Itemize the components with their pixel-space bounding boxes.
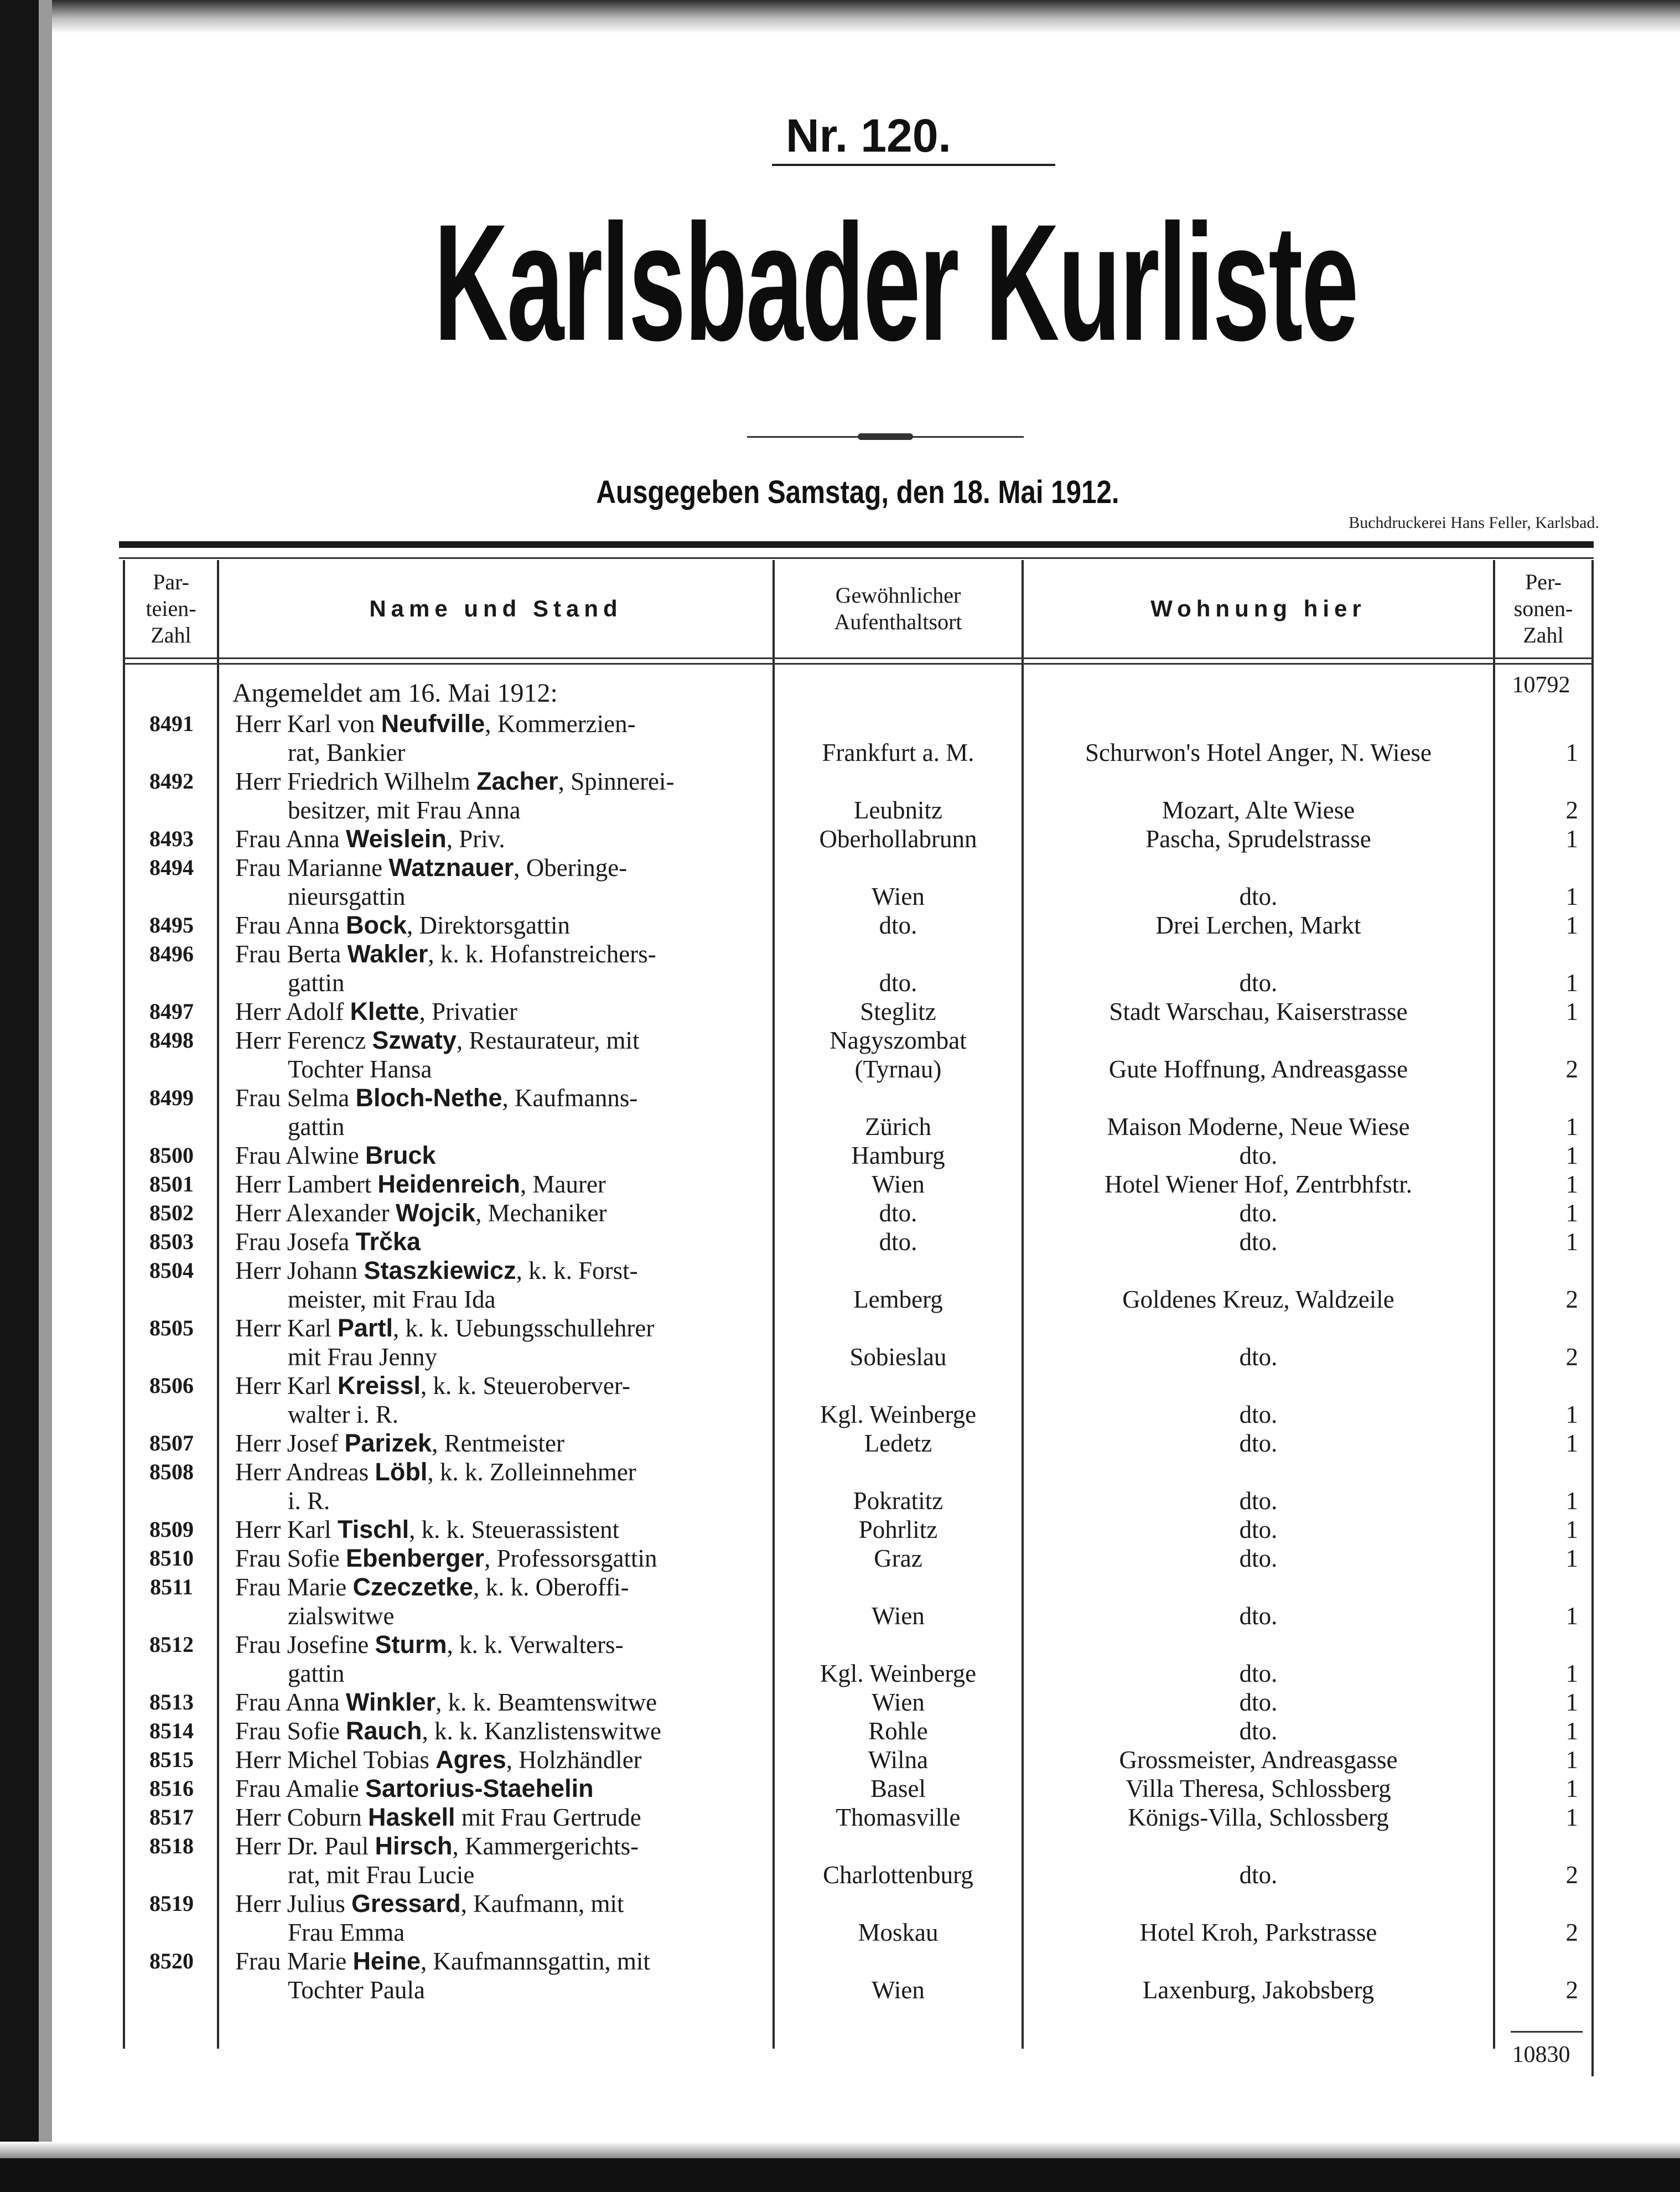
usual-residence: Wien [872,883,925,910]
section-title: Angemeldet am 16. Mai 1912: [232,678,558,708]
table-top-rule [119,541,1594,548]
guest-occupation: , Privatier [419,998,517,1025]
party-number: 8499 [149,1085,194,1110]
guest-surname: Haskell [367,1803,455,1831]
lodging-here: Goldenes Kreuz, Waldzeile [1122,1286,1394,1313]
guest-name-line [235,1084,783,1112]
guest-occupation: , k. k. Zolleinnehmer [427,1458,636,1486]
guest-surname: Bloch-Nethe [355,1084,502,1112]
lodging-here: dto. [1239,883,1278,910]
person-count: 1 [1565,1775,1578,1802]
guest-surname: Löbl [375,1458,428,1486]
header-bottom-rule-2 [123,663,1594,665]
guest-surname: Watznauer [388,853,514,882]
person-count: 1 [1565,1516,1578,1543]
party-number: 8502 [149,1200,194,1225]
guest-occupation: , Restaurateur, mit [456,1027,640,1054]
lodging-here: dto. [1239,1142,1278,1169]
guest-title-and-first-name: Frau Sofie [235,1717,340,1745]
party-number: 8517 [149,1805,194,1830]
guest-surname: Winkler [345,1688,436,1716]
person-count: 1 [1565,1688,1578,1716]
party-number: 8518 [149,1833,194,1858]
running-total: 10830 [1512,2042,1570,2067]
guest-name-line [235,1832,783,1861]
guest-occupation: , k. k. Forst- [516,1257,638,1284]
lodging-here: Grossmeister, Andreasgasse [1119,1746,1398,1774]
scan-edge-bottom-shadow [0,2142,1680,2158]
issue-number: Nr. 120. [786,110,951,162]
guest-title-and-first-name: Herr Karl von [235,710,375,738]
person-count: 1 [1565,1199,1578,1227]
guest-surname: Bruck [365,1141,436,1169]
party-number: 8513 [149,1690,194,1714]
guest-title-and-first-name: Herr Adolf [235,998,344,1025]
person-count: 1 [1565,1487,1578,1515]
scan-edge-top [0,0,1680,33]
usual-residence: Moskau [858,1919,938,1946]
usual-residence: Wien [872,1170,925,1198]
lodging-here: dto. [1239,1343,1278,1371]
usual-residence: dto. [879,1199,917,1227]
guest-title-and-first-name: Herr Ferencz [235,1027,366,1054]
masthead-title: Karlsbader Kurliste [434,189,1357,375]
person-count: 1 [1565,825,1578,853]
guest-name-continuation: nieursgattin [288,883,406,910]
guest-name-line [235,1199,783,1227]
guest-surname: Agres [435,1745,506,1774]
guest-name-continuation: besitzer, mit Frau Anna [288,796,521,824]
table-row [0,1947,1680,1976]
party-number: 8506 [149,1373,194,1398]
usual-residence: Hamburg [851,1142,945,1169]
party-number: 8515 [149,1747,194,1772]
guest-occupation: , k. k. Uebungsschullehrer [392,1314,655,1342]
usual-residence: Lemberg [853,1286,943,1313]
guest-occupation: , Spinnerei- [558,768,675,795]
person-count: 2 [1565,1055,1578,1083]
guest-name-continuation: walter i. R. [288,1401,398,1428]
guest-surname: Czeczetke [352,1573,474,1601]
party-number: 8503 [149,1229,194,1254]
header-party-number: Par- teien- Zahl [146,569,196,647]
guest-title-and-first-name: Frau Anna [235,825,340,853]
guest-surname: Hirsch [375,1832,453,1860]
lodging-here: dto. [1239,1429,1278,1457]
guest-name-line [235,1573,783,1602]
party-number: 8495 [149,913,194,937]
table-row [0,940,1680,968]
lodging-here: Königs-Villa, Schlossberg [1128,1804,1389,1831]
lodging-here: Hotel Wiener Hof, Zentrbhfstr. [1105,1170,1412,1198]
table-row [0,1314,1680,1343]
guest-occupation: mit Frau Gertrude [455,1804,641,1831]
guest-title-and-first-name: Frau Amalie [235,1775,359,1802]
lodging-here: Stadt Warschau, Kaiserstrasse [1109,998,1408,1025]
guest-surname: Heine [352,1947,421,1975]
usual-residence: dto. [879,969,917,997]
party-number: 8507 [149,1431,194,1455]
usual-residence: Kgl. Weinberge [820,1401,977,1428]
guest-occupation: , Professorsgattin [484,1545,657,1572]
usual-residence: Pohrlitz [858,1516,938,1543]
scan-edge-bottom [0,2158,1680,2192]
usual-residence: Kgl. Weinberge [820,1660,977,1687]
guest-name-continuation: mit Frau Jenny [288,1343,437,1371]
lodging-here: dto. [1239,969,1278,997]
usual-residence: Wilna [868,1746,929,1774]
table-row [0,1889,1680,1918]
guest-occupation: , k. k. Beamtenswitwe [435,1688,657,1716]
lodging-here: dto. [1239,1660,1278,1687]
guest-surname: Heidenreich [377,1170,520,1198]
guest-name-continuation: gattin [288,1660,345,1687]
table-row [0,1371,1680,1400]
party-number: 8508 [149,1459,194,1484]
usual-residence: Ledetz [864,1429,932,1457]
usual-residence: Pokratitz [853,1487,943,1515]
guest-name-continuation: rat, mit Frau Lucie [288,1861,475,1889]
guest-surname: Weislein [345,825,447,853]
person-count: 1 [1565,1401,1578,1428]
guest-name-line [235,767,783,796]
guest-title-and-first-name: Frau Marianne [235,854,383,882]
guest-occupation: , Kammergerichts- [452,1832,639,1860]
guest-surname: Bock [345,911,407,939]
issue-date-line: Ausgegeben Samstag, den 18. Mai 1912. [596,474,1119,510]
guest-title-and-first-name: Frau Marie [235,1573,347,1601]
usual-residence: Sobieslau [849,1343,947,1371]
guest-occupation: , Direktorsgattin [407,911,570,939]
guest-name-line [235,1458,783,1486]
guest-title-and-first-name: Herr Karl [235,1372,331,1400]
party-number: 8505 [149,1315,194,1340]
guest-name-continuation: Tochter Paula [288,1976,426,2004]
table-row [0,1256,1680,1285]
table-row [0,767,1680,796]
table-row [0,1573,1680,1602]
party-number: 8510 [149,1546,194,1571]
guest-title-and-first-name: Frau Berta [235,940,341,968]
guest-name-line [235,853,783,882]
guest-occupation: , k. k. Hofanstreichers- [428,940,656,968]
usual-residence: Oberhollabrunn [819,825,977,853]
table-row [0,1458,1680,1486]
carry-forward-total: 10792 [1512,672,1570,698]
total-rule [1511,2031,1583,2033]
guest-surname: Staszkiewicz [364,1256,516,1284]
table-row [0,1630,1680,1659]
lodging-here: Pascha, Sprudelstrasse [1145,825,1371,853]
guest-title-and-first-name: Frau Marie [235,1947,347,1975]
party-number: 8498 [149,1028,194,1053]
person-count: 1 [1565,911,1578,939]
guest-title-and-first-name: Herr Josef [235,1429,339,1457]
guest-name-line [235,1688,783,1717]
person-count: 1 [1565,1660,1578,1687]
guest-occupation: , Mechaniker [475,1199,607,1227]
lodging-here: Villa Theresa, Schlossberg [1126,1775,1391,1802]
guest-surname: Trčka [355,1227,421,1256]
guest-name-line [235,1429,783,1458]
table-top-rule-thin [119,557,1594,559]
party-number: 8516 [149,1776,194,1801]
person-count: 1 [1565,1228,1578,1256]
guest-surname: Sartorius-Staehelin [365,1774,594,1802]
guest-name-line [235,1947,783,1976]
guest-name-line [235,1141,783,1170]
usual-residence: dto. [879,1228,917,1256]
party-number: 8511 [150,1574,193,1599]
guest-name-line [235,1371,783,1400]
usual-residence: Wien [872,1688,925,1716]
guest-surname: Sturm [375,1630,447,1659]
masthead-ornament [858,433,913,440]
usual-residence: Leubnitz [854,796,942,824]
guest-title-and-first-name: Herr Coburn [235,1804,362,1831]
guest-title-and-first-name: Herr Andreas [235,1458,369,1486]
issue-number-rule [772,164,1055,166]
guest-surname: Wakler [347,940,428,968]
guest-name-line [235,1227,783,1256]
table-row [0,853,1680,882]
lodging-here: Hotel Kroh, Parkstrasse [1139,1919,1377,1946]
person-count: 1 [1565,1113,1578,1141]
person-count: 1 [1565,1429,1578,1457]
party-number: 8500 [149,1143,194,1168]
party-number: 8491 [149,711,194,736]
person-count: 1 [1565,998,1578,1025]
guest-name-continuation: Tochter Hansa [288,1055,432,1083]
guest-name-line [235,1026,783,1055]
guest-title-and-first-name: Frau Josefa [235,1228,350,1256]
guest-occupation: , Kommerzien- [485,710,636,738]
person-count: 1 [1565,883,1578,910]
guest-title-and-first-name: Herr Dr. Paul [235,1832,369,1860]
guest-title-and-first-name: Herr Johann [235,1257,358,1284]
usual-residence: Rohle [868,1717,928,1745]
party-number: 8514 [149,1718,194,1743]
header-name-and-status: Name und Stand [369,595,623,621]
usual-residence: Thomasville [836,1804,961,1831]
guest-name-continuation: i. R. [288,1487,330,1515]
header-usual-residence: Gewöhnlicher Aufenthaltsort [834,583,962,634]
guest-name-continuation: meister, mit Frau Ida [288,1286,496,1313]
usual-residence: Wien [872,1976,925,2004]
guest-surname: Rauch [345,1717,422,1745]
lodging-here: dto. [1239,1199,1278,1227]
guest-name-continuation: gattin [288,1113,345,1141]
guest-name-line [235,1630,783,1659]
guest-occupation: , Rentmeister [432,1429,565,1457]
party-number: 8496 [149,941,194,966]
guest-name-continuation: zialswitwe [288,1602,395,1630]
person-count: 1 [1565,1746,1578,1774]
guest-surname: Ebenberger [345,1544,485,1572]
person-count: 1 [1565,739,1578,766]
guest-name-line [235,1745,783,1774]
guest-name-line [235,997,783,1026]
usual-residence: Frankfurt a. M. [822,739,974,766]
lodging-here: dto. [1239,1545,1278,1572]
guest-occupation: , k. k. Verwalters- [447,1631,624,1659]
party-number: 8512 [149,1632,194,1657]
guest-surname: Neufville [381,709,485,738]
guest-surname: Parizek [344,1429,432,1457]
guest-occupation: , Priv. [446,825,505,853]
lodging-here: Maison Moderne, Neue Wiese [1107,1113,1410,1141]
guest-title-and-first-name: Frau Selma [235,1084,350,1112]
guest-occupation: , k. k. Oberoffi- [473,1573,629,1601]
guest-occupation: , k. k. Steueroberver- [421,1372,630,1400]
guest-occupation: , k. k. Steuerassistent [409,1516,620,1543]
party-number: 8504 [149,1258,194,1283]
guest-surname: Partl [337,1314,393,1342]
guest-occupation: , Holzhändler [506,1746,642,1774]
person-count: 1 [1565,1602,1578,1630]
guest-name-line [235,1774,783,1803]
person-count: 1 [1565,1545,1578,1572]
guest-name-line [235,1717,783,1745]
guest-surname: Wojcik [395,1199,476,1227]
party-number: 8494 [149,855,194,880]
person-count: 1 [1565,969,1578,997]
guest-name-line [235,709,783,738]
guest-title-and-first-name: Herr Friedrich Wilhelm [235,768,470,795]
lodging-here: Drei Lerchen, Markt [1155,911,1361,939]
guest-title-and-first-name: Frau Josefine [235,1631,369,1659]
person-count: 2 [1565,1343,1578,1371]
party-number: 8519 [149,1891,194,1916]
table-row [0,1084,1680,1112]
printer-line: Buchdruckerei Hans Feller, Karlsbad. [1349,514,1599,532]
party-number: 8520 [149,1949,194,1973]
guest-surname: Kreissl [337,1371,421,1400]
guest-name-line [235,940,783,968]
guest-name-line [235,1170,783,1199]
usual-residence: Graz [874,1545,922,1572]
lodging-here: dto. [1239,1516,1278,1543]
person-count: 1 [1565,1804,1578,1831]
guest-occupation: , Kaufmanns- [502,1084,638,1112]
person-count: 2 [1565,1976,1578,2004]
person-count: 2 [1565,1919,1578,1946]
person-count: 1 [1565,1170,1578,1198]
guest-occupation: , Oberinge- [514,854,628,882]
guest-surname: Gressard [351,1889,461,1918]
guest-title-and-first-name: Herr Karl [235,1516,331,1543]
lodging-here: Schurwon's Hotel Anger, N. Wiese [1085,739,1432,766]
lodging-here: dto. [1239,1401,1278,1428]
guest-title-and-first-name: Frau Alwine [235,1142,359,1169]
guest-title-and-first-name: Frau Anna [235,1688,340,1716]
party-number: 8492 [149,769,194,794]
usual-residence: Basel [870,1775,926,1802]
person-count: 1 [1565,1717,1578,1745]
guest-title-and-first-name: Herr Julius [235,1890,345,1918]
lodging-here: dto. [1239,1487,1278,1515]
usual-residence: dto. [879,911,917,939]
person-count: 2 [1565,1286,1578,1313]
table-row [0,709,1680,738]
guest-occupation: , Kaufmannsgattin, mit [420,1947,650,1975]
lodging-here: Gute Hoffnung, Andreasgasse [1108,1055,1408,1083]
usual-residence: Wien [872,1602,925,1630]
party-number: 8501 [149,1172,194,1196]
person-count: 2 [1565,796,1578,824]
guest-title-and-first-name: Herr Karl [235,1314,331,1342]
guest-name-line [235,1544,783,1573]
guest-occupation: , Kaufmann, mit [460,1890,624,1918]
guest-title-and-first-name: Herr Lambert [235,1170,372,1198]
lodging-here: dto. [1239,1602,1278,1630]
lodging-here: dto. [1239,1861,1278,1889]
usual-residence: Zürich [865,1113,931,1141]
usual-residence: Charlottenburg [823,1861,973,1889]
guest-occupation: , Maurer [520,1170,606,1198]
guest-surname: Zacher [476,767,558,795]
party-number: 8497 [149,999,194,1024]
guest-surname: Tischl [337,1515,409,1543]
guest-name-line [235,1314,783,1343]
guest-name-line [235,911,783,940]
guest-name-line [235,1889,783,1918]
lodging-here: dto. [1239,1717,1278,1745]
party-number: 8493 [149,826,194,851]
guest-name-continuation: Frau Emma [288,1919,405,1946]
guest-name-line [235,1256,783,1285]
guest-surname: Szwaty [372,1026,457,1054]
guest-title-and-first-name: Frau Anna [235,911,340,939]
guest-name-continuation: gattin [288,969,345,997]
lodging-here: Mozart, Alte Wiese [1162,796,1355,824]
guest-name-line [235,1515,783,1544]
person-count: 1 [1565,1142,1578,1169]
lodging-here: dto. [1239,1228,1278,1256]
header-lodging-here: Wohnung hier [1150,595,1366,621]
usual-residence: Steglitz [860,998,936,1025]
guest-occupation: , k. k. Kanzlistenswitwe [422,1717,661,1745]
guest-name-line [235,825,783,853]
lodging-here: Laxenburg, Jakobsberg [1142,1976,1375,2004]
guest-title-and-first-name: Herr Alexander [235,1199,390,1227]
guest-surname: Klette [350,997,419,1025]
guest-title-and-first-name: Frau Sofie [235,1545,340,1572]
header-person-count: Per- sonen- Zahl [1513,569,1573,647]
person-count: 2 [1565,1861,1578,1889]
usual-residence: Nagyszombat (Tyrnau) [829,1027,967,1083]
guest-title-and-first-name: Herr Michel Tobias [235,1746,429,1774]
party-number: 8509 [149,1517,194,1542]
table-row [0,1832,1680,1861]
guest-name-line [235,1803,783,1832]
guest-name-continuation: rat, Bankier [288,739,406,766]
header-bottom-rule [123,657,1594,659]
lodging-here: dto. [1239,1688,1278,1716]
